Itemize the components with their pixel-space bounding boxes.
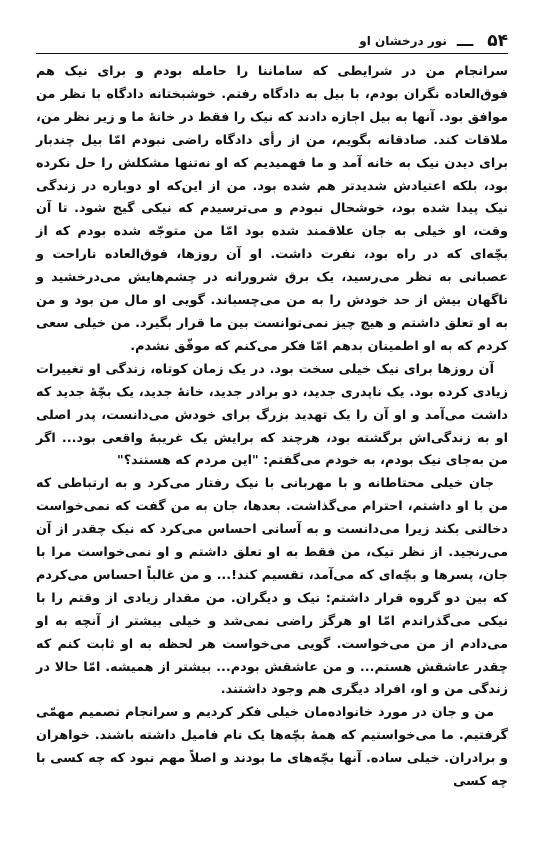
paragraph-3: جان خیلی محتاطانه و با مهربانی با نیک رفتار می‌کرد و به ارتباطی که من با او داشتم، احترام می‌گذاشت. بعدها، جان به من گفت که نمی‌خواست دخالتی بکند زیرا می‌دانست و به آسانی احساس می‌کرد که نیک چقدر از آن می‌رنجید. از نظر نیک، من فقط به او تعلق داشتم و او نمی‌خواست مرا با جان، پسرها و بچّه‌ای که می‌آمد، تقسیم کند!... و من غالباً احساس می‌کردم که بین دو گروه قرار داشتم: نیک و دیگران. من مقدار زیادی از وقتم را با نیکی می‌گذراندم امّا او هرگز راضی نمی‌شد و خیلی بیشتر از آنچه به او می‌دادم از من می‌خواست. گویی می‌خواست هر لحظه به او ثابت کنم که چقدر عاشقش هستم... و من عاشقش بودم... بیشتر از همیشه. امّا حالا در زندگی من و او، افراد دیگری هم وجود داشتند. — [36, 476, 508, 698]
paragraph-1: سرانجام من در شرایطی که ساماننا را حامله بودم و برای نیک هم فوق‌العاده نگران بودم، با بیل به دادگاه رفتم. خوشبختانه دادگاه با نظر من موافق بود. آنها به بیل اجازه دادند که نیک را فقط در خانهٔ ما و زیر نظر من، ملاقات کند. صادقانه بگویم، من از رأی دادگاه راضی نبودم امّا بیل چندبار برای دیدن نیک به خانه آمد و ما فهمیدیم که او نه‌تنها مشکلش را حل نکرده بود، بلکه اعتیادش شدیدتر هم شده بود. من از این‌که او دوباره در زندگی نیک پیدا شده بود، خوشحال نبودم و می‌ترسیدم که نیکی گیج شود. تا آن وقت، او خیلی به جان علاقمند شده بود امّا من متوجّه شده بودم که از بچّه‌ای که در راه بود، نفرت داشت. او آن روزها، فوق‌العاده ناراحت و عصبانی به نظر می‌رسید، یک برق شرورانه در چشم‌هایش می‌درخشید و ناگهان بیش از حد خودش را به من می‌چسباند. گویی او مال من بود و من به او تعلق داشتم و هیچ چیز نمی‌توانست بین ما قرار بگیرد. من خیلی سعی کردم که به او اطمینان بدهم امّا فکر می‌کنم که موفّق نشدم. — [35, 64, 508, 354]
body-text — [36, 61, 508, 794]
running-title: نور درخشان او — [359, 34, 447, 48]
paragraph-2: آن روزها برای نیک خیلی سخت بود. در یک زمان کوتاه، زندگی او تغییرات زیادی کرده بود. یک ناپدری جدید، دو برادر جدید، خانهٔ جدید، یک بچّهٔ جدید که داشت می‌آمد و او آن را یک تهدید بزرگ برای خودش می‌دانست، پدر اصلی او به زندگی‌اش برگشته بود، هرچند که برایش یک غریبهٔ واقعی بود... اگر من به‌جای نیک بودم، به خودم می‌گفتم: "این مردم که هستند؟" — [36, 361, 508, 469]
page-number: ۵۴ — [487, 31, 508, 51]
paragraph-4: من و جان در مورد خانواده‌مان خیلی فکر کردیم و سرانجام تصمیم مهمّی گرفتیم. ما می‌خواستیم که همهٔ بچّه‌ها یک نام فامیل داشته باشند. خواهران و برادران. خیلی ساده. آنها بچّه‌های ما بودند و اصلاً مهم نبود که چه کسی با چه کسی — [36, 705, 508, 790]
page-header — [36, 22, 508, 52]
header-rule — [36, 53, 508, 54]
header-dash: ـــ — [456, 31, 474, 50]
